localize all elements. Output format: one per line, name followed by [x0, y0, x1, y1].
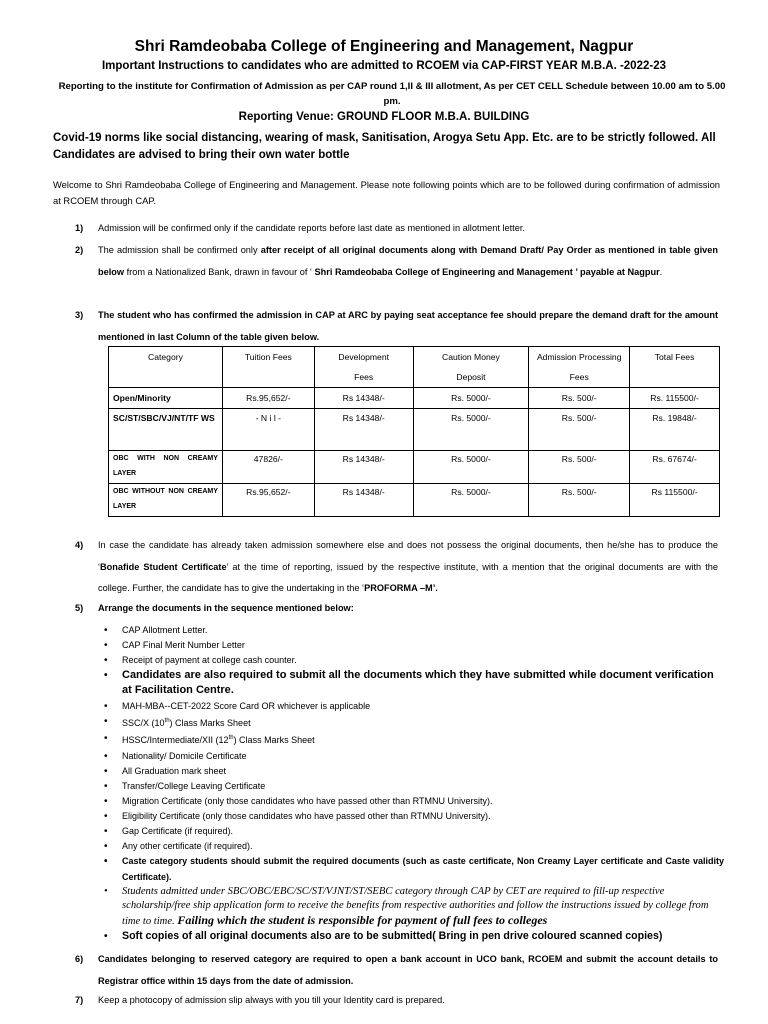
text-segment: . [659, 266, 663, 277]
instruction-number: 6) [75, 954, 84, 964]
cell-processing: Rs. 500/- [529, 409, 630, 451]
list-item: • Soft copies of all original documents also are to be submitted( Bring in pen drive coloured scanned copies) [104, 929, 724, 944]
superscript: th [228, 735, 234, 742]
list-item: • Nationality/ Domicile Certificate [104, 749, 724, 764]
list-item: • MAH-MBA--CET-2022 Score Card OR whichever is applicable [104, 699, 724, 714]
cell-tuition: Rs.95,652/- [222, 388, 314, 409]
header-line: Fees [354, 372, 374, 382]
instruction-text: Admission will be confirmed only if the candidate reports before last date as mentioned in allotment letter. [98, 223, 525, 233]
header-development [314, 347, 413, 388]
cell-total: Rs 115500/- [630, 484, 720, 517]
cell-development: Rs 14348/- [314, 388, 413, 409]
cell-caution: Rs. 5000/- [413, 451, 529, 484]
header-line: Deposit [456, 372, 486, 382]
instruction-text: Candidates belonging to reserved category are required to open a bank account in UCO bank, RCOEM and submit the account details to Registrar office within 15 days from the date of admission. [98, 954, 718, 986]
text-segment: from a Nationalized Bank, drawn in favour of ‘ [124, 266, 315, 277]
table-row [109, 409, 720, 451]
list-item [104, 731, 724, 748]
instruction-number: 3) [75, 310, 84, 320]
cell-tuition: Rs.95,652/- [222, 484, 314, 517]
instruction-text: Arrange the documents in the sequence mentioned below: [98, 603, 354, 613]
list-item: • Caste category students should submit the required documents (such as caste certificate, Non Creamy Layer certificate and Caste validity Certificate). [104, 854, 724, 885]
cell-category: OBC WITH NON CREAMY LAYER [109, 451, 223, 484]
text-segment: Students admitted under SBC/OBC/EBC/SC/ST/VJNT/ST/SEBC category through CAP by CET are required to fill-up respective scholarship/free ship application form to receive the benefits from respective authorities and follow the instructions issued by college from time to time. [122, 886, 709, 928]
text-segment: ’ at the time of reporting, issued by the respective institute, with a mention that the original documents are with the college. Further, the candidate has to give the undertaking in the ‘ [98, 561, 718, 593]
instruction-number: 2) [75, 245, 84, 255]
header-processing [529, 347, 630, 388]
instruction-text [98, 535, 718, 600]
fee-table [108, 346, 720, 517]
instruction-number: 4) [75, 540, 84, 550]
table-row [109, 388, 720, 409]
text-segment: SSC/X (10 [122, 718, 165, 729]
cell-caution: Rs. 5000/- [413, 409, 529, 451]
text-segment: In case the candidate has already taken admission somewhere else and does not possess the original documents, then he/she has to produce the ‘ [98, 540, 718, 572]
cell-development: Rs 14348/- [314, 451, 413, 484]
cell-development: Rs 14348/- [314, 484, 413, 517]
text-segment-bold: Failing which the student is responsible for payment of full fees to colleges [177, 913, 548, 928]
cell-category: OBC WITHOUT NON CREAMY LAYER [109, 484, 223, 517]
text-segment-bold: PROFORMA –M [364, 583, 433, 593]
reporting-venue: Reporting Venue: GROUND FLOOR M.B.A. BUILDING [238, 111, 530, 123]
list-item [104, 668, 724, 699]
instruction-text: Keep a photocopy of admission slip always with you till your Identity card is prepared. [98, 995, 445, 1005]
text-segment: HSSC/Intermediate/XII (12 [122, 735, 229, 746]
instruction-number: 1) [75, 223, 84, 233]
list-item: • Migration Certificate (only those candidates who have passed other than RTMNU University). [104, 794, 724, 809]
cell-caution: Rs. 5000/- [413, 388, 529, 409]
list-item: • All Graduation mark sheet [104, 764, 724, 779]
text-segment: ) Class Marks Sheet [233, 735, 315, 746]
cell-total: Rs. 115500/- [630, 388, 720, 409]
instruction-number: 5) [75, 603, 84, 613]
subtitle: Important Instructions to candidates who are admitted to RCOEM via CAP-FIRST YEAR M.B.A. -2022-23 [101, 60, 666, 72]
text-segment-bold: Shri Ramdeobaba College of Engineering and Management [314, 266, 573, 277]
list-item: • Gap Certificate (if required). [104, 824, 724, 839]
header-line: Development [338, 352, 389, 362]
table-row [109, 451, 720, 484]
instruction-text: The student who has confirmed the admission in CAP at ARC by paying seat acceptance fee should prepare the demand draft for the amount mentioned in last Column of the table given below. [98, 310, 718, 342]
list-item [104, 714, 724, 731]
table-header-row [109, 347, 720, 388]
text-segment: The admission shall be confirmed only [98, 245, 261, 255]
cell-development: Rs 14348/- [314, 409, 413, 451]
text-segment: Facilitation Centre [134, 684, 231, 697]
header-line: Fees [569, 372, 589, 382]
list-item: • Transfer/College Leaving Certificate [104, 779, 724, 794]
text-segment-bold: after receipt of all original documents along with Demand Draft/ Pay Order as mentioned in table given below [98, 245, 718, 277]
list-item: • CAP Allotment Letter. [104, 623, 724, 638]
welcome-paragraph: Welcome to Shri Ramdeobaba College of Engineering and Management. Please note following points which are to be followed during confirmation of admission at RCOEM through CAP. [53, 179, 720, 206]
table-row [109, 484, 720, 517]
text-segment: . [230, 684, 234, 697]
cell-processing: Rs. 500/- [529, 451, 630, 484]
instruction-number: 7) [75, 995, 84, 1005]
cell-category: Open/Minority [109, 388, 223, 409]
text-segment: ) Class Marks Sheet [169, 718, 251, 729]
list-item: • Eligibility Certificate (only those candidates who have passed other than RTMNU University). [104, 809, 724, 824]
document-list [104, 623, 724, 944]
text-segment: Candidates are also required to submit all the documents which they have submitted while document verification at [122, 669, 714, 697]
header-line: Admission Processing [536, 352, 622, 362]
covid-notice: Covid-19 norms like social distancing, wearing of mask, Sanitisation, Arogya Setu App. Etc. are to be strictly followed. All Candidates are advised to bring their own water bottle [53, 132, 716, 161]
list-item: • CAP Final Merit Number Letter [104, 638, 724, 653]
cell-category: SC/ST/SBC/VJ/NT/TF WS [109, 409, 223, 451]
reporting-schedule: Reporting to the institute for Confirmation of Admission as per CAP round 1,II & III allotment, As per CET CELL Schedule between 10.00 am to 5.00 pm. [58, 81, 726, 107]
header-category: Category [109, 347, 223, 388]
cell-caution: Rs. 5000/- [413, 484, 529, 517]
cell-processing: Rs. 500/- [529, 388, 630, 409]
instruction-text [98, 240, 718, 283]
list-item [104, 885, 724, 929]
header-line: Caution Money [442, 352, 500, 362]
cell-tuition: - N i l - [222, 409, 314, 451]
text-segment-bold: Bonafide Student Certificate [100, 561, 227, 572]
header-total: Total Fees [630, 347, 720, 388]
cell-processing: Rs. 500/- [529, 484, 630, 517]
text-segment-bold: ’ payable at Nagpur [572, 266, 660, 277]
superscript: th [164, 718, 170, 725]
list-item: • Any other certificate (if required). [104, 839, 724, 854]
text-segment-bold: ’. [432, 583, 438, 593]
list-item: • Receipt of payment at college cash counter. [104, 653, 724, 668]
cell-total: Rs. 67674/- [630, 451, 720, 484]
header-tuition: Tuition Fees [222, 347, 314, 388]
cell-total: Rs. 19848/- [630, 409, 720, 451]
college-title: Shri Ramdeobaba College of Engineering and Management, Nagpur [134, 38, 634, 55]
header-caution [413, 347, 529, 388]
cell-tuition: 47826/- [222, 451, 314, 484]
